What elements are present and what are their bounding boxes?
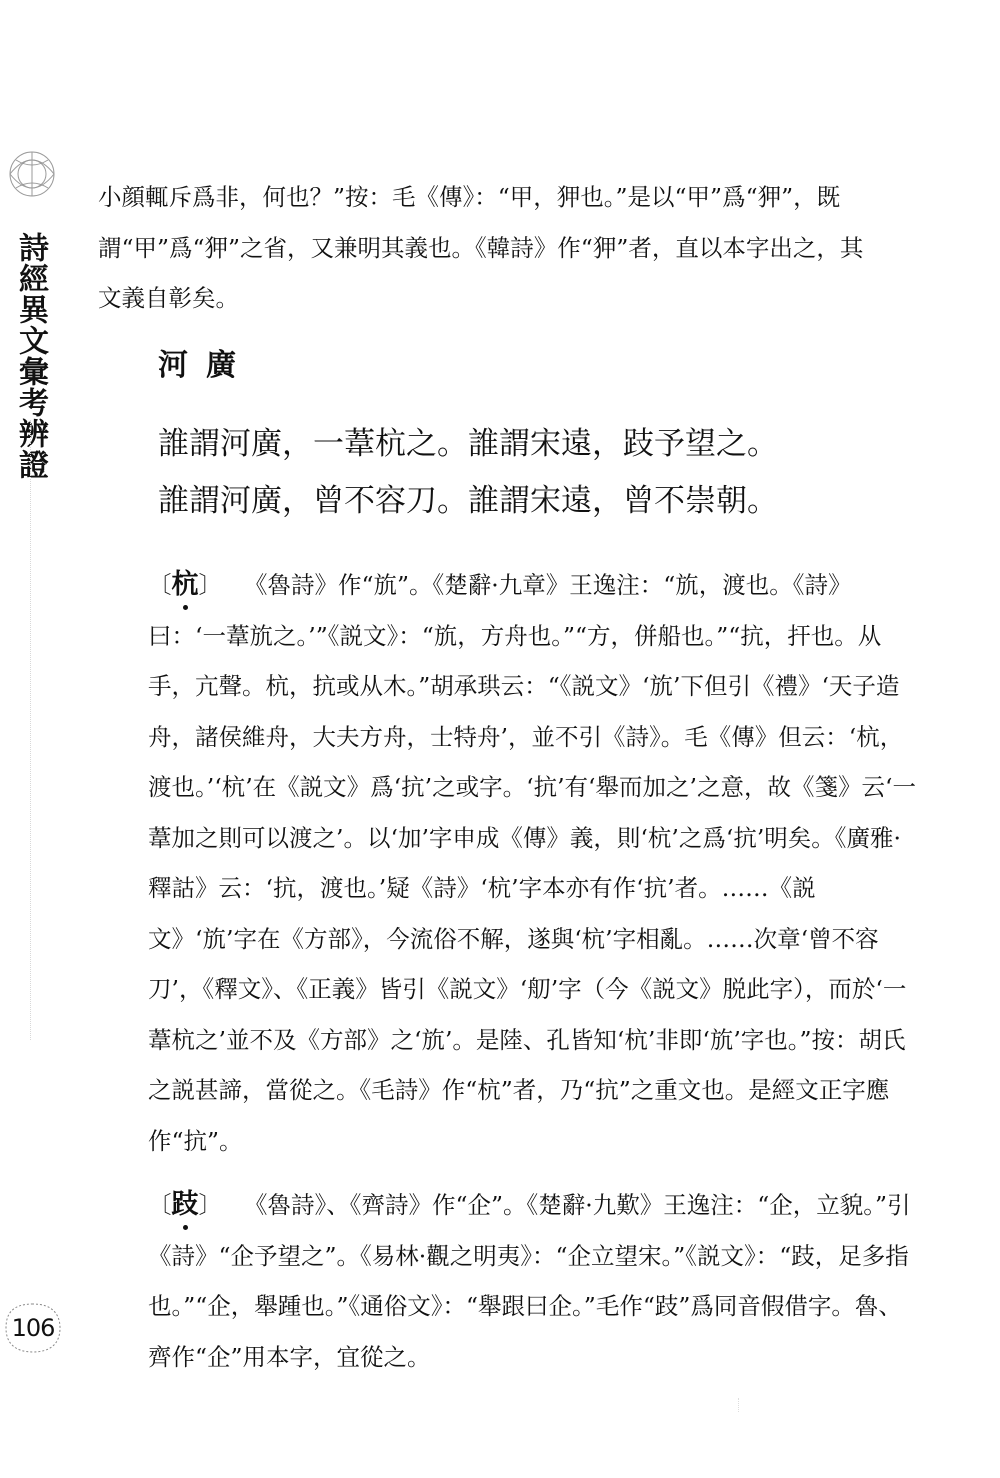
entry-term-label: 〔跂〕 [148, 1189, 222, 1220]
margin-dotted-rule [30, 420, 31, 1040]
emphasis-dot-term: 杭 [171, 569, 199, 600]
decorative-ornament [2, 140, 66, 220]
section-heading: 河廣 [158, 348, 254, 383]
poem-quotation [158, 416, 878, 530]
page-number-text: 106 [11, 1314, 55, 1342]
entry-text: 《魯詩》、《齊詩》作“企”。《楚辭·九歎》王逸注：“企，立貌。”引《詩》“企予望之”。《易林·觀之明夷》：“企立望宋。”《説文》：“跂，足多指也。”“企，舉踵也。”《通俗文》：“舉跟曰企。”毛作“跂”爲同音假借字。魯、齊作“企”用本字，宜從之。 [148, 1191, 911, 1371]
emphasis-dot-term: 跂 [171, 1189, 199, 1220]
running-head-title: 詩經異文彙考辨證 [13, 232, 48, 480]
poem-line: 誰謂河廣，曾不容刀。誰謂宋遠，曾不崇朝。 [158, 483, 778, 519]
poem-line: 誰謂河廣，一葦杭之。誰謂宋遠，跂予望之。 [158, 426, 778, 462]
entry-term-label: 〔杭〕 [148, 569, 222, 600]
entry-text: 《魯詩》作“斻”。《楚辭·九章》王逸注：“斻，渡也。《詩》曰：‘一葦斻之。’”《説文》：“斻，方舟也。”“方，併船也。”“抗，扞也。从手，亢聲。杭，抗或从木。”胡承珙云：“《説文》‘斻’下但引《禮》‘天子造舟，諸侯維舟，大夫方舟，士特舟’，並不引《詩》。毛《傳》但云：‘杭，渡也。’‘杭’在《説文》爲‘抗’之或字。‘抗’有‘舉而加之’之意，故《箋》云‘一葦加之則可以渡之’。以‘加’字申成《傳》義，則‘杭’之爲‘抗’明矣。《廣雅·釋詁》云：‘抗，渡也。’疑《詩》‘杭’字本亦有作‘抗’者。……《説文》‘斻’字在《方部》，今流俗不解，遂與‘杭’字相亂。……次章‘曾不容刀’，《釋文》、《正義》皆引《説文》‘舠’字（今《説文》脱此字），而於‘一葦杭之’並不及《方部》之‘斻’。是陸、孔皆知‘杭’非即‘斻’字也。”按：胡氏之説甚諦，當從之。《毛詩》作“杭”者，乃“抗”之重文也。是經文正字應作“抗”。 [148, 571, 916, 1155]
faint-scan-mark [738, 1398, 739, 1412]
entry-paragraph-qi [98, 1180, 918, 1382]
entry-paragraph-hang [98, 560, 918, 1166]
continued-paragraph: 小顔輒斥爲非，何也？”按：毛《傳》：“甲，狎也。”是以“甲”爲“狎”，既謂“甲”爲“狎”之省，又兼明其義也。《韓詩》作“狎”者，直以本字出之，其文義自彰矣。 [98, 183, 864, 312]
page-number [2, 1300, 64, 1356]
